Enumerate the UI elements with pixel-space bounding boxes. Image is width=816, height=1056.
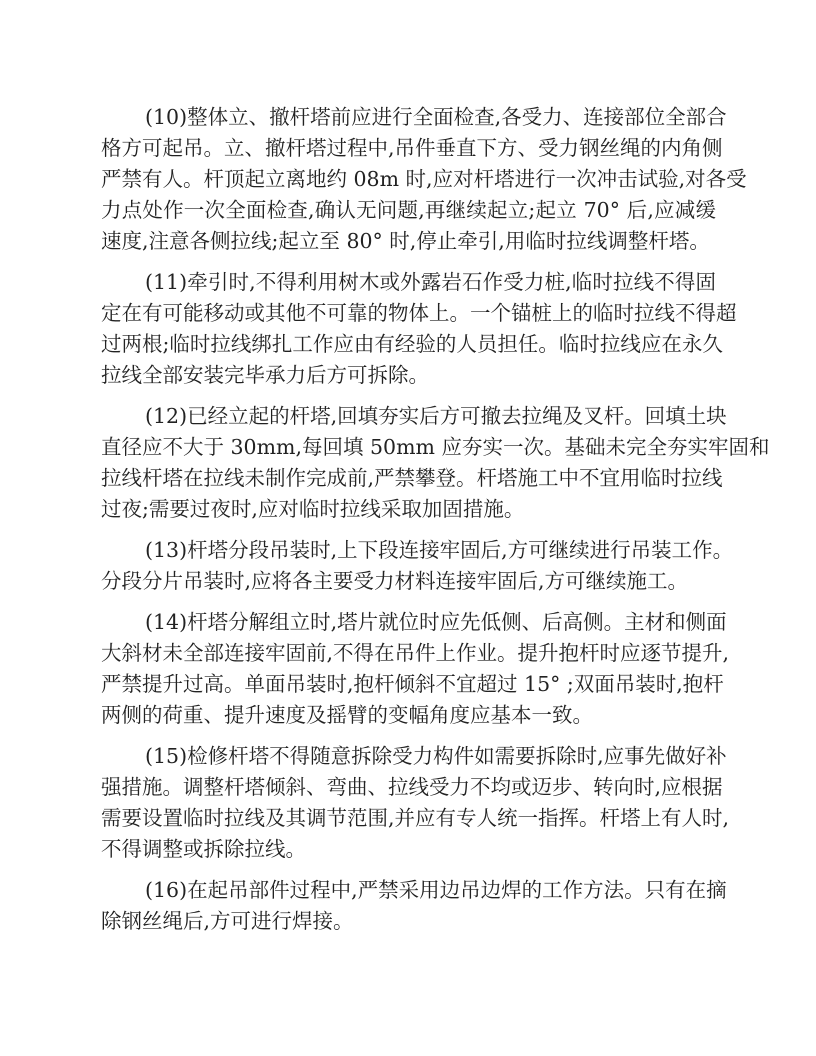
text-line: (12)已经立起的杆塔,回填夯实后方可撤去拉绳及叉杆。回填土块 xyxy=(145,404,727,428)
paragraph-11 xyxy=(101,267,737,391)
text-line: 定在有可能移动或其他不可靠的物体上。一个锚桩上的临时拉线不得超 xyxy=(101,301,737,325)
text-line: 除钢丝绳后,方可进行焊接。 xyxy=(101,909,354,933)
text-line: 过夜;需要过夜时,应对临时拉线采取加固措施。 xyxy=(101,497,525,521)
document-body xyxy=(101,102,770,947)
text-line: 不得调整或拆除拉线。 xyxy=(101,837,306,861)
text-line: 大斜材未全部连接牢固前,不得在吊件上作业。提升抱杆时应逐节提升, xyxy=(101,641,730,665)
paragraph-16 xyxy=(101,875,727,937)
text-line: 严禁提升过高。单面吊装时,抱杆倾斜不宜超过 15° ;双面吊装时,抱杆 xyxy=(101,672,724,696)
text-line: 拉线全部安装完毕承力后方可拆除。 xyxy=(101,363,429,387)
paragraph-10 xyxy=(101,102,747,257)
text-line: 拉线杆塔在拉线未制作完成前,严禁攀登。杆塔施工中不宜用临时拉线 xyxy=(101,466,723,490)
text-line: 过两根;临时拉线绑扎工作应由有经验的人员担任。临时拉线应在永久 xyxy=(101,332,723,356)
text-line: 直径应不大于 30mm,每回填 50mm 应夯实一次。基础未完全夯实牢固和 xyxy=(101,435,770,459)
text-line: (11)牵引时,不得利用树木或外露岩石作受力桩,临时拉线不得固 xyxy=(145,270,716,294)
text-line: 速度,注意各侧拉线;起立至 80° 时,停止牵引,用临时拉线调整杆塔。 xyxy=(101,229,710,253)
text-line: (15)检修杆塔不得随意拆除受力构件如需要拆除时,应事先做好补 xyxy=(145,744,727,768)
text-line: 两侧的荷重、提升速度及摇臂的变幅角度应基本一致。 xyxy=(101,703,593,727)
text-line: 力点处作一次全面检查,确认无问题,再继续起立;起立 70° 后,应减缓 xyxy=(101,198,716,222)
text-line: (14)杆塔分解组立时,塔片就位时应先低侧、后高侧。主材和侧面 xyxy=(145,610,727,634)
text-line: 分段分片吊装时,应将各主要受力材料连接牢固后,方可继续施工。 xyxy=(101,569,689,593)
text-line: 严禁有人。杆顶起立离地约 08m 时,应对杆塔进行一次冲击试验,对各受 xyxy=(101,167,747,191)
text-line: 需要设置临时拉线及其调节范围,并应有专人统一指挥。杆塔上有人时, xyxy=(101,806,730,830)
text-line: (10)整体立、撤杆塔前应进行全面检查,各受力、连接部位全部合 xyxy=(145,105,727,129)
paragraph-13 xyxy=(101,535,734,597)
text-line: 强措施。调整杆塔倾斜、弯曲、拉线受力不均或迈步、转向时,应根据 xyxy=(101,775,723,799)
paragraph-15 xyxy=(101,741,730,865)
paragraph-14 xyxy=(101,607,730,731)
text-line: 格方可起吊。立、撤杆塔过程中,吊件垂直下方、受力钢丝绳的内角侧 xyxy=(101,136,723,160)
text-line: (13)杆塔分段吊装时,上下段连接牢固后,方可继续进行吊装工作。 xyxy=(145,538,734,562)
paragraph-12 xyxy=(101,401,770,525)
text-line: (16)在起吊部件过程中,严禁采用边吊边焊的工作方法。只有在摘 xyxy=(145,878,727,902)
